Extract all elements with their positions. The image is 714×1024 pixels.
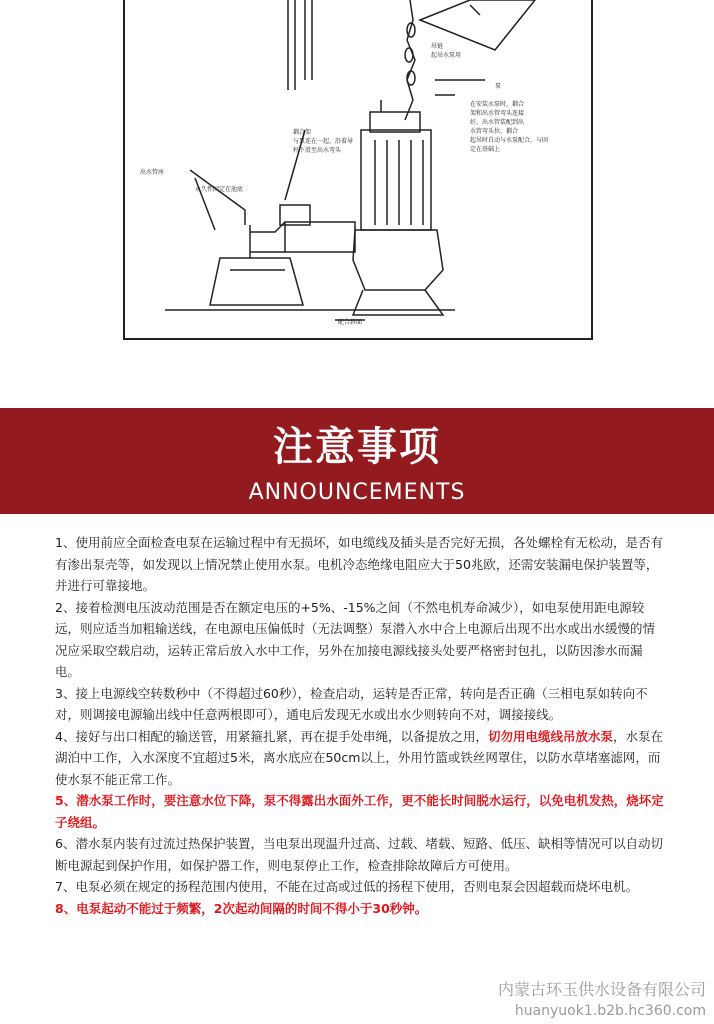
- outlet-pipe-label: 出水管座: [140, 169, 165, 176]
- note-6: 6、潜水泵内装有过流过热保护装置，当电泵出现温升过高、过载、堵载、短路、低压、缺相等情况可以自动切断电源起到保护作用，如保护器工作，则电泵停止工作，检查排除故障后方可使用。: [55, 836, 663, 873]
- note-4-warning: 切勿用电缆线吊放水泵: [487, 728, 613, 744]
- pump-installation-drawing: [125, 0, 595, 340]
- company-watermark: 内蒙古环玉供水设备有限公司: [497, 980, 706, 999]
- note-8: 8、电泵起动不能过于频繁，2次起动间隔的时间不得小于30秒钟。: [55, 900, 428, 916]
- note-4-text-b: ，水泵在湖泊中工作，入水深度不宜超过5米，离水底应在50cm以上，外用竹篮或铁丝网罩住，以防水草堵塞滤网，而使水泵不能正常工作。: [55, 728, 663, 787]
- note-4-text-a: 4、接好与出口相配的输送管，用紧箍扎紧，再在提手处串绳，以备提放之用，: [55, 728, 488, 744]
- installation-diagram: [123, 0, 593, 340]
- note-7: 7、电泵必须在规定的扬程范围内使用，不能在过高或过低的扬程下使用，否则电泵会因超载而烧坏电机。: [55, 879, 638, 894]
- announcement-banner: [0, 408, 714, 514]
- notes-list: [55, 532, 665, 919]
- chain-label: 吊链 起吊水泵用: [431, 43, 462, 59]
- note-5: 5、潜水泵工作时，要注意水位下降，泵不得露出水面外工作，更不能长时间脱水运行，以免电机发热，烧坏定子绕组。: [55, 793, 664, 830]
- coupling-label: 耦合架 与泵连在一起，沿着导 杆下滑至出水弯头: [293, 129, 354, 154]
- banner-title: 注意事项: [273, 424, 441, 470]
- note-4: [55, 726, 665, 791]
- banner-subtitle: ANNOUNCEMENTS: [248, 480, 466, 505]
- note-2: 2、接着检测电压波动范围是否在额定电压的+5%、-15%之间（不然电机寿命减少），如电泵使用距电源较远，则应适当加粗输送线，在电源电压偏低时（无法调整）泵潜入水中合上电源后出现不出水或出水缓慢的情况应采取空载启动，运转正常后放入水中工作，另外在加接电源线接头处要严格密封包扎，以防因渗水而漏电。: [55, 599, 656, 679]
- fixed-base-label: 永久性固定在池底: [195, 186, 244, 193]
- note-3: 3、接上电源线空转数秒中（不得超过60秒），检查启动，运转是否正常，转向是否正确（三相电泵如转向不对，则调接电源输出线中任意两根即可），通电后发现无水或出水少则转向不对，调接接线。: [55, 685, 648, 722]
- seat-label: 配合斜面: [338, 319, 363, 326]
- note-1: 1、使用前应全面检查电泵在运输过程中有无损坏，如电缆线及插头是否完好无损，各处螺栓有无松动，是否有有渗出泵壳等，如发现以上情况禁止使用水泵。电机冷态绝缘电阻应大于50兆欧，还需安装漏电保护装置等，并进行可靠接地。: [55, 535, 663, 593]
- site-watermark: huanyuok1.b2b.hc360.com: [514, 1003, 706, 1019]
- clamp-label: 泵: [495, 83, 502, 90]
- installation-note-label: 在安装水泵时，耦合 架和出水管弯头连接 好，出水管装配到出 水管弯头位，耦合 起吊时自动与水泵配合，与固 定在基础上: [470, 101, 549, 153]
